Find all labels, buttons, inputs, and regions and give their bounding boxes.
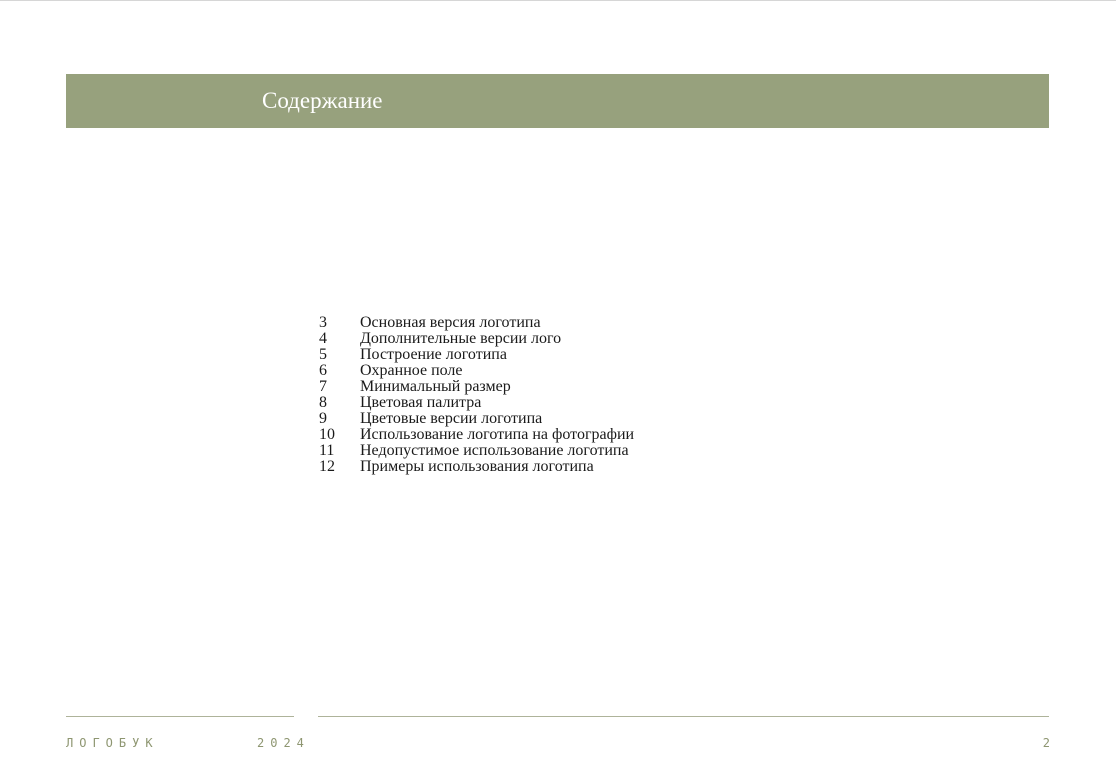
toc-label: Примеры использования логотипа [360, 458, 594, 475]
toc-page-number: 7 [319, 378, 327, 395]
toc-label: Недопустимое использование логотипа [360, 442, 629, 459]
footer-brand: ЛОГОБУК [66, 736, 159, 750]
toc-page-number: 12 [319, 458, 335, 475]
toc-item[interactable] [319, 443, 634, 459]
toc-label: Цветовые версии логотипа [360, 410, 543, 427]
toc-label: Цветовая палитра [360, 394, 482, 411]
toc-page-number: 3 [319, 314, 327, 331]
toc-item[interactable] [319, 427, 634, 443]
toc-page-number: 8 [319, 394, 327, 411]
toc-page-number: 4 [319, 330, 327, 347]
toc-page-number: 11 [319, 442, 335, 459]
toc-item[interactable] [319, 315, 634, 331]
toc-item[interactable] [319, 331, 634, 347]
toc-item[interactable] [319, 411, 634, 427]
toc-label: Охранное поле [360, 362, 463, 379]
title-band [66, 74, 1049, 128]
toc-label: Построение логотипа [360, 346, 507, 363]
footer-year: 2024 [257, 736, 310, 750]
toc-label: Дополнительные версии лого [360, 330, 562, 347]
toc-item[interactable] [319, 459, 634, 475]
toc-page-number: 6 [319, 362, 327, 379]
toc-label: Использование логотипа на фотографии [360, 426, 635, 443]
footer-page-number: 2 [1042, 736, 1050, 750]
toc-page-number: 9 [319, 410, 327, 427]
toc-item[interactable] [319, 379, 634, 395]
toc-label: Минимальный размер [360, 378, 511, 395]
toc-page-number: 10 [319, 426, 335, 443]
toc-label: Основная версия логотипа [360, 314, 541, 331]
footer-divider-right [318, 716, 1049, 717]
toc-item[interactable] [319, 347, 634, 363]
page-title: Содержание [262, 88, 383, 113]
toc-item[interactable] [319, 395, 634, 411]
toc-item[interactable] [319, 363, 634, 379]
footer-divider-left [66, 716, 294, 717]
table-of-contents [319, 315, 634, 475]
toc-page-number: 5 [319, 346, 327, 363]
